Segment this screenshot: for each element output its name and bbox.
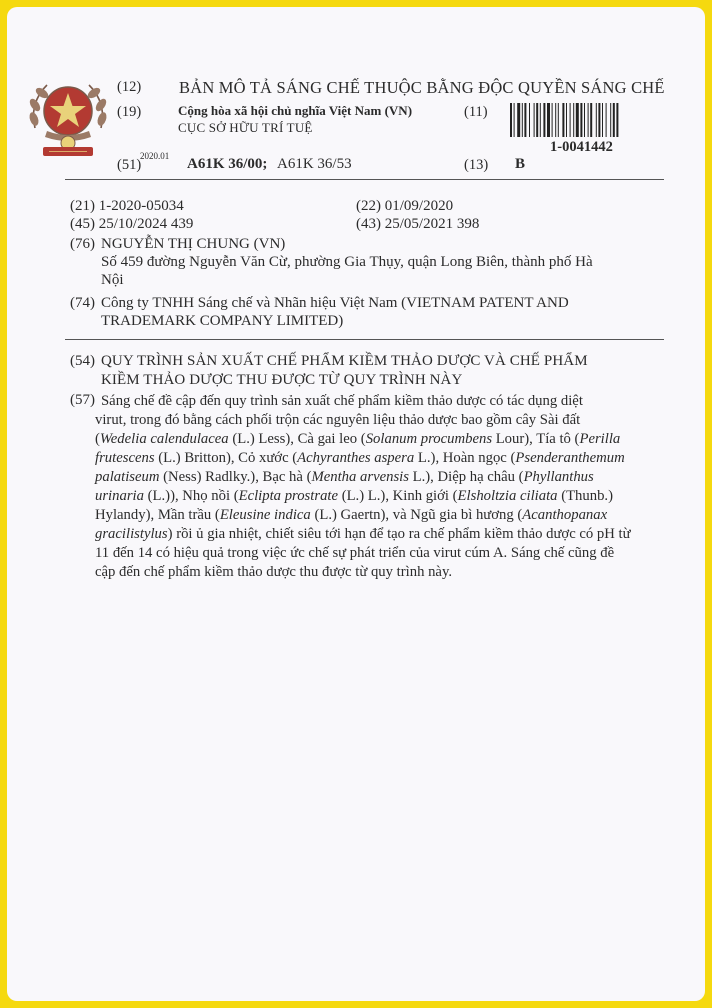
- invention-title-line1: QUY TRÌNH SẢN XUẤT CHẾ PHẨM KIỀM THẢO DƯỢC VÀ CHẾ PHẨM: [101, 353, 588, 369]
- barcode-bar: [580, 103, 582, 137]
- code-51: (51): [117, 157, 142, 173]
- barcode-bar: [596, 103, 597, 137]
- barcode-bar: [570, 103, 571, 137]
- barcode: [510, 103, 666, 137]
- field-43: (43) 25/05/2021 398: [356, 216, 480, 232]
- barcode-bar: [536, 103, 538, 137]
- code-13: (13): [464, 157, 489, 173]
- code-19: (19): [117, 104, 142, 120]
- ipc-version: 2020.01: [140, 151, 170, 161]
- abstract-line: Sáng chế đề cập đến quy trình sản xuất chế phẩm kiềm thảo dược có tác dụng diệt: [101, 393, 583, 409]
- abstract-code-57: (57): [70, 392, 95, 408]
- barcode-bar: [588, 103, 589, 137]
- barcode-bar: [517, 103, 520, 137]
- patent-number: 1-0041442: [550, 139, 613, 155]
- document-title: BẢN MÔ TẢ SÁNG CHẾ THUỘC BẰNG ĐỘC QUYỀN SÁNG CHẾ: [179, 78, 665, 97]
- barcode-bar: [540, 103, 541, 137]
- barcode-bar: [602, 103, 603, 137]
- code-11: (11): [464, 104, 488, 120]
- field-21: (21) 1-2020-05034: [70, 198, 184, 214]
- barcode-bar: [514, 103, 515, 137]
- abstract-line: palatiseum (Ness) Radlky.), Bạc hà (Mentha arvensis L.), Diệp hạ châu (Phyllanthus: [95, 469, 594, 485]
- inventor-name: NGUYỄN THỊ CHUNG (VN): [101, 236, 286, 252]
- title-code-54: (54): [70, 353, 95, 369]
- document-frame: [7, 7, 705, 1001]
- barcode-bar: [522, 103, 523, 137]
- abstract-line: virut, trong đó bằng cách phối trộn các nguyên liệu thảo dược bao gồm cây Sài đất: [95, 412, 581, 428]
- agent-line1: Công ty TNHH Sáng chế và Nhãn hiệu Việt Nam (VIETNAM PATENT AND: [101, 295, 569, 311]
- inventor-code: (76): [70, 236, 95, 252]
- country-name: Cộng hòa xã hội chủ nghĩa Việt Nam (VN): [178, 103, 413, 118]
- barcode-bar: [558, 103, 559, 137]
- invention-title: [101, 352, 661, 389]
- agent-code: (74): [70, 295, 95, 311]
- abstract-line: cập đến chế phẩm kiềm thảo dược thu được từ quy trình này.: [95, 564, 453, 580]
- barcode-bar: [566, 103, 567, 137]
- barcode-bar: [547, 103, 550, 137]
- agent-line2: TRADEMARK COMPANY LIMITED): [101, 313, 344, 329]
- barcode-bar: [598, 103, 600, 137]
- inventor-address-line1: Số 459 đường Nguyễn Văn Cừ, phường Gia Thụy, quận Long Biên, thành phố Hà: [101, 254, 593, 270]
- abstract-line: (Wedelia calendulacea (L.) Less), Cà gai leo (Solanum procumbens Lour), Tía tô (Perilla: [95, 431, 621, 447]
- ipc-secondary: A61K 36/53: [277, 156, 352, 172]
- field-22: (22) 01/09/2020: [356, 198, 454, 214]
- patent-page: [7, 7, 705, 1001]
- invention-title-line2: KIỀM THẢO DƯỢC THU ĐƯỢC TỪ QUY TRÌNH NÀY: [101, 372, 463, 388]
- office-name: CỤC SỞ HỮU TRÍ TUỆ: [178, 120, 313, 135]
- barcode-bar: [524, 103, 526, 137]
- national-emblem-icon: [25, 73, 111, 163]
- barcode-bar: [534, 103, 535, 137]
- field-45: (45) 25/10/2024 439: [70, 216, 194, 232]
- header-divider: [65, 179, 664, 180]
- abstract-line: Hylandy), Mần trầu (Eleusine indica (L.) Gaertn), và Ngũ gia bì hương (Acanthopanax: [95, 507, 608, 523]
- barcode-bar: [576, 103, 579, 137]
- kind-code: B: [515, 156, 526, 172]
- abstract-line: 11 đến 14 có hiệu quả trong việc ức chế sự phát triển của virut cúm A. Sáng chế cũng đề: [95, 545, 615, 561]
- abstract-line: frutescens (L.) Britton), Cỏ xước (Achyranthes aspera L.), Hoàn ngọc (Psenderanthemum: [95, 450, 625, 466]
- barcode-bar: [606, 103, 607, 137]
- barcode-bar: [573, 103, 574, 137]
- barcode-bar: [552, 103, 553, 137]
- barcode-bar: [613, 103, 615, 137]
- biblio-divider: [65, 339, 664, 340]
- abstract-body: [95, 392, 679, 582]
- barcode-bar: [616, 103, 618, 137]
- barcode-bar: [562, 103, 564, 137]
- barcode-bar: [510, 103, 512, 137]
- ipc-primary: A61K 36/00;: [187, 156, 268, 172]
- code-12: (12): [117, 79, 142, 95]
- barcode-bar: [590, 103, 592, 137]
- barcode-bar: [543, 103, 545, 137]
- barcode-bar: [584, 103, 585, 137]
- barcode-bar: [529, 103, 530, 137]
- barcode-bar: [555, 103, 556, 137]
- abstract-line: gracilistylus) rồi ủ gia nhiệt, chiết siêu tới hạn để tạo ra chế phẩm kiềm thảo dược có pH từ: [95, 526, 631, 542]
- inventor-address-line2: Nội: [101, 272, 124, 288]
- abstract-line: urinaria (L.)), Nhọ nồi (Eclipta prostrate (L.) L.), Kinh giới (Elsholtzia ciliata (Thunb.): [95, 488, 613, 504]
- barcode-bar: [610, 103, 611, 137]
